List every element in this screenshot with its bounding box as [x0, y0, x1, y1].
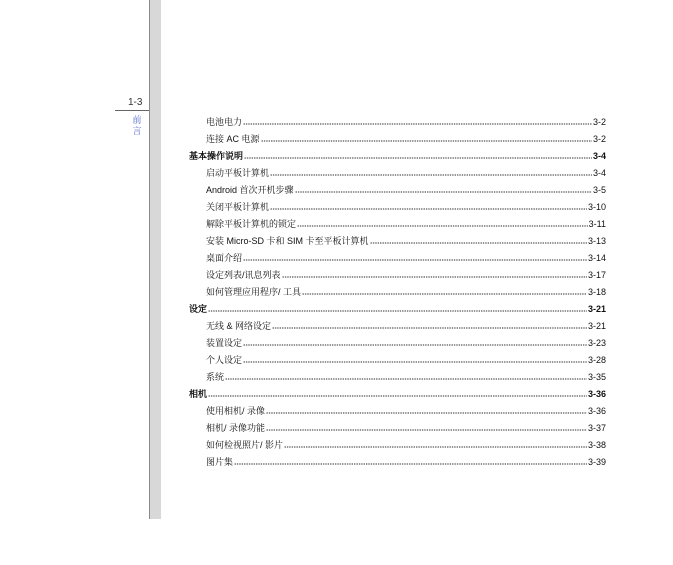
toc-entry[interactable]: [189, 130, 606, 147]
toc-leader: [282, 272, 587, 278]
toc-entry-label: 关闭平板计算机: [206, 202, 270, 212]
toc-entry[interactable]: [189, 402, 606, 419]
toc-section-heading[interactable]: [189, 300, 606, 317]
toc-entry[interactable]: [189, 436, 606, 453]
toc-entry-label: 系统: [206, 372, 225, 382]
toc-leader: [261, 136, 592, 142]
toc-entry-page: 3-36: [587, 388, 606, 399]
toc-entry[interactable]: [189, 334, 606, 351]
toc-entry[interactable]: [189, 198, 606, 215]
toc-leader: [234, 459, 587, 465]
toc-entry-page: 3-14: [587, 252, 606, 263]
toc-entry-label: 相机/ 录像功能: [206, 423, 266, 433]
toc-entry-page: 3-28: [587, 354, 606, 365]
toc-entry[interactable]: [189, 164, 606, 181]
toc-section-heading[interactable]: [189, 385, 606, 402]
toc-leader: [272, 323, 587, 329]
toc-leader: [270, 204, 587, 210]
toc-entry-page: 3-2: [592, 133, 606, 144]
toc-leader: [208, 391, 587, 397]
toc-entry-label: 桌面介绍: [206, 253, 243, 263]
toc-leader: [225, 374, 587, 380]
toc-entry-label: 设定: [189, 304, 208, 314]
toc-entry-page: 3-39: [587, 456, 606, 467]
toc-entry-label: 解除平板计算机的锁定: [206, 219, 297, 229]
toc-entry[interactable]: [189, 113, 606, 130]
toc-leader: [284, 442, 587, 448]
toc-entry-page: 3-17: [587, 269, 606, 280]
toc-entry-page: 3-11: [588, 218, 606, 229]
toc-entry-label: Android 首次开机步骤: [206, 185, 294, 195]
toc-entry-page: 3-21: [587, 303, 606, 314]
toc-entry-page: 3-10: [587, 201, 606, 212]
toc-leader: [266, 408, 587, 414]
page-number: 1-3: [128, 97, 143, 108]
toc-leader: [295, 187, 592, 193]
toc-entry-label: 如何管理应用程序/ 工具: [206, 287, 302, 297]
toc-entry-label: 如何检视照片/ 影片: [206, 440, 284, 450]
toc-entry-label: 使用相机/ 录像: [206, 406, 266, 416]
toc-leader: [297, 221, 588, 227]
toc-entry[interactable]: [189, 368, 606, 385]
toc-entry-label: 电池电力: [206, 117, 243, 127]
toc-entry[interactable]: [189, 283, 606, 300]
toc-entry-page: 3-4: [592, 150, 606, 161]
toc-entry-label: 相机: [189, 389, 208, 399]
toc-entry-page: 3-2: [592, 116, 606, 127]
chapter-tab: 前言: [132, 116, 142, 137]
toc-entry-page: 3-23: [587, 337, 606, 348]
toc-entry-page: 3-36: [587, 405, 606, 416]
toc-leader: [243, 340, 587, 346]
toc-leader: [243, 357, 587, 363]
toc-entry-page: 3-18: [587, 286, 606, 297]
toc-entry-label: 设定列表/讯息列表: [206, 270, 281, 280]
toc-entry-page: 3-13: [587, 235, 606, 246]
toc-entry-page: 3-5: [592, 184, 606, 195]
toc-entry[interactable]: [189, 351, 606, 368]
toc-entry[interactable]: [189, 181, 606, 198]
toc-leader: [243, 119, 592, 125]
toc-leader: [208, 306, 587, 312]
toc-entry-page: 3-35: [587, 371, 606, 382]
toc-entry-label: 基本操作说明: [189, 151, 244, 161]
toc-entry-label: 启动平板计算机: [206, 168, 270, 178]
toc-entry-page: 3-37: [587, 422, 606, 433]
toc-leader: [270, 170, 592, 176]
toc-entry-page: 3-38: [587, 439, 606, 450]
table-of-contents: [189, 113, 606, 470]
toc-entry[interactable]: [189, 215, 606, 232]
toc-section-heading[interactable]: [189, 147, 606, 164]
toc-entry-label: 安装 Micro-SD 卡和 SIM 卡至平板计算机: [206, 236, 369, 246]
toc-entry-page: 3-21: [587, 320, 606, 331]
toc-entry-label: 图片集: [206, 457, 234, 467]
toc-leader: [266, 425, 587, 431]
toc-entry[interactable]: [189, 266, 606, 283]
toc-entry[interactable]: [189, 232, 606, 249]
toc-leader: [243, 255, 587, 261]
toc-leader: [302, 289, 587, 295]
toc-leader: [370, 238, 587, 244]
toc-leader: [244, 153, 592, 159]
toc-entry[interactable]: [189, 419, 606, 436]
toc-entry-label: 连接 AC 电源: [206, 134, 260, 144]
page-number-rule: [115, 110, 149, 111]
toc-entry-label: 装置设定: [206, 338, 243, 348]
toc-entry[interactable]: [189, 453, 606, 470]
toc-entry-label: 个人设定: [206, 355, 243, 365]
toc-entry-page: 3-4: [592, 167, 606, 178]
toc-entry-label: 无线 & 网络设定: [206, 321, 272, 331]
toc-entry[interactable]: [189, 249, 606, 266]
page-margin-bar: [149, 0, 161, 519]
toc-entry[interactable]: [189, 317, 606, 334]
